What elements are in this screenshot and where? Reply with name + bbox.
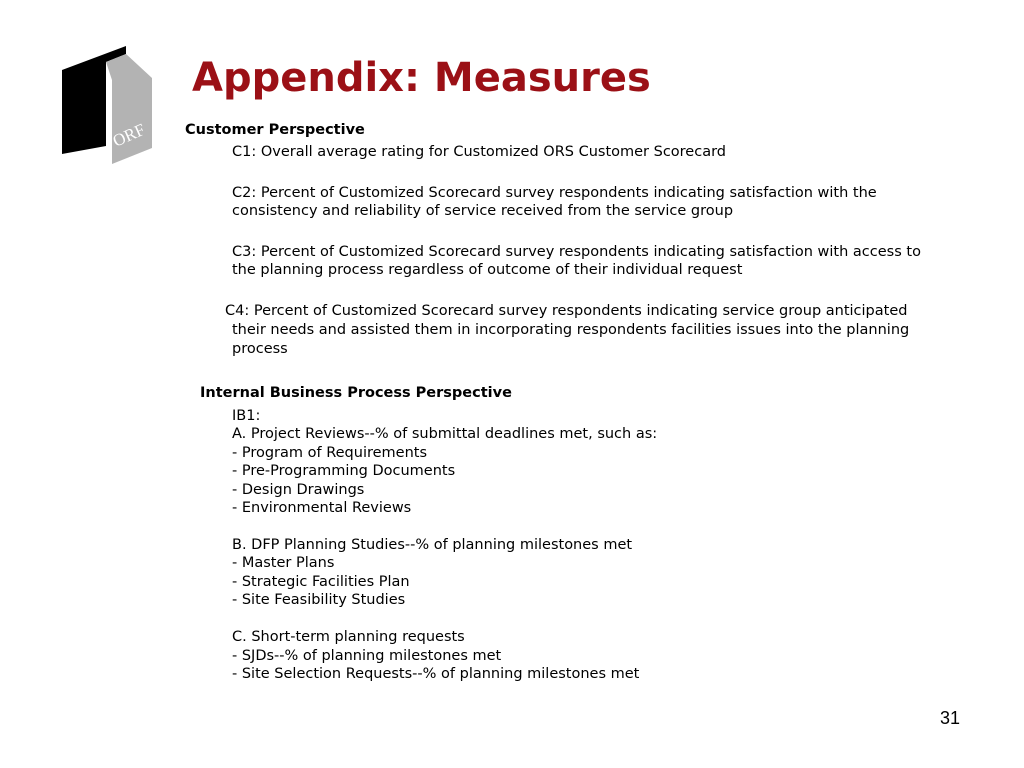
- orf-logo: [60, 44, 156, 168]
- ib1-a-item: - Design Drawings: [232, 482, 365, 498]
- page-number: 31: [939, 708, 960, 728]
- measure-c4-line-2: their needs and assisted them in incorporating respondents facilities issues into the planning: [232, 322, 910, 338]
- measure-ib1-label: IB1:: [232, 408, 261, 424]
- ib1-a-item: - Pre-Programming Documents: [232, 463, 456, 479]
- measure-c4-line-3: process: [232, 341, 288, 357]
- measure-c2-line-1: C2: Percent of Customized Scorecard survey respondents indicating satisfaction with the: [232, 185, 877, 201]
- measure-c4-line-1: C4: Percent of Customized Scorecard survey respondents indicating service group anticipated: [225, 303, 908, 319]
- measure-c1-line-1: C1: Overall average rating for Customized ORS Customer Scorecard: [232, 144, 726, 160]
- logo-text: ORF: [109, 119, 148, 151]
- ib1-b-item: - Master Plans: [232, 555, 335, 571]
- ib1-c-item: - SJDs--% of planning milestones met: [232, 648, 502, 664]
- measure-c3-line-1: C3: Percent of Customized Scorecard survey respondents indicating satisfaction with access to: [232, 244, 921, 260]
- internal-business-perspective-heading: Internal Business Process Perspective: [200, 385, 512, 401]
- ib1-a-item: - Program of Requirements: [232, 445, 428, 461]
- ib1-a-item: - Environmental Reviews: [232, 500, 412, 516]
- orf-logo-graphic: [60, 44, 156, 168]
- ib1-c-item: - Site Selection Requests--% of planning milestones met: [232, 666, 640, 682]
- customer-perspective-heading: Customer Perspective: [185, 122, 365, 138]
- page-title: Appendix: Measures: [192, 55, 651, 101]
- ib1-a-title: A. Project Reviews--% of submittal deadlines met, such as:: [232, 426, 658, 442]
- ib1-b-item: - Strategic Facilities Plan: [232, 574, 410, 590]
- ib1-b-title: B. DFP Planning Studies--% of planning milestones met: [232, 537, 633, 553]
- measure-c2-line-2: consistency and reliability of service received from the service group: [232, 203, 734, 219]
- measure-c3-line-2: the planning process regardless of outcome of their individual request: [232, 262, 743, 278]
- ib1-b-item: - Site Feasibility Studies: [232, 592, 406, 608]
- logo-light-shape: [106, 54, 152, 164]
- ib1-c-title: C. Short-term planning requests: [232, 629, 465, 645]
